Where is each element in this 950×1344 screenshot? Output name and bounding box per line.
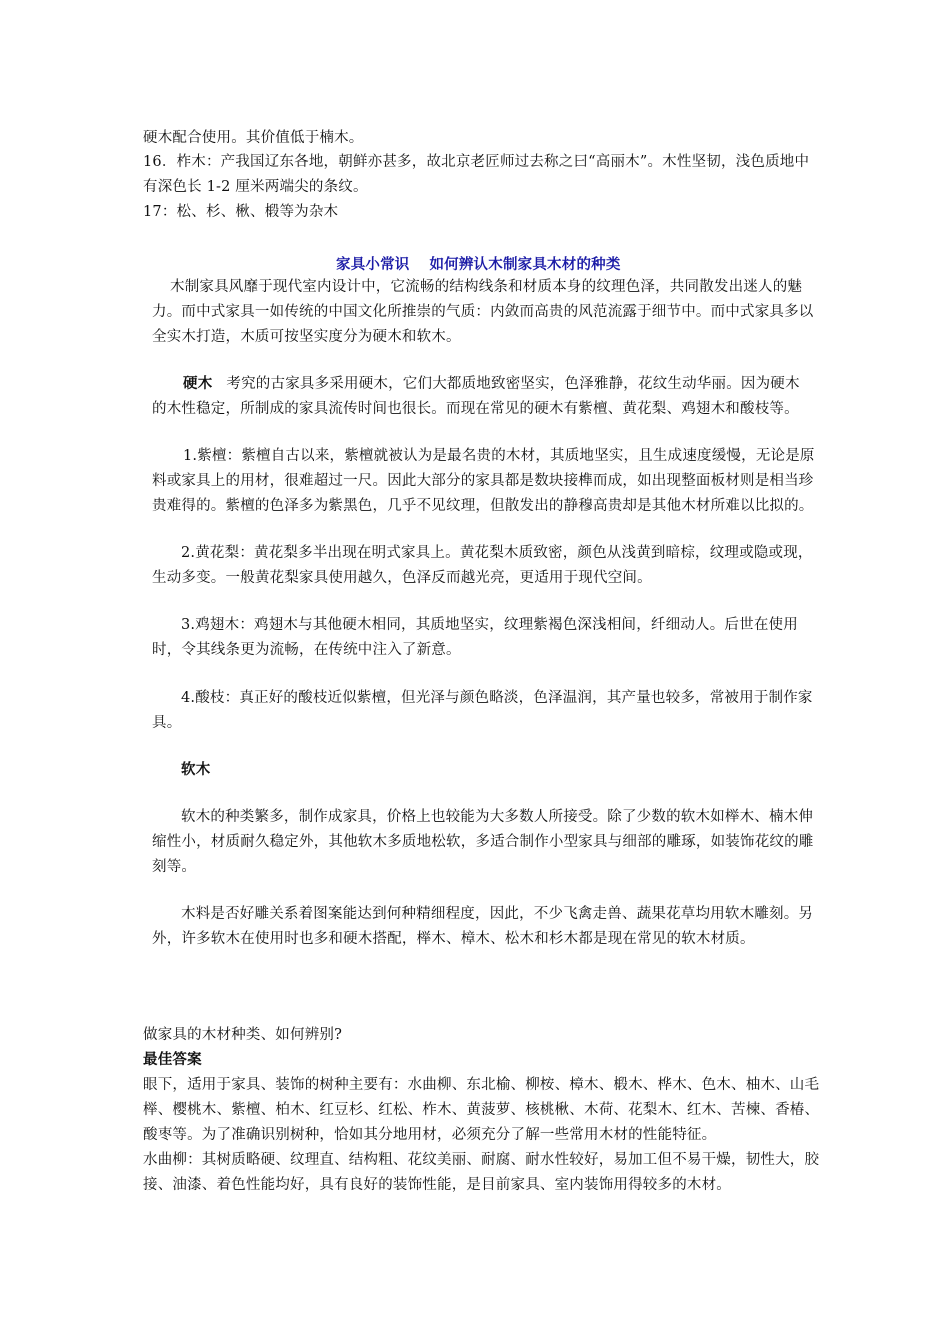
hardwood-heading: 硬木 [183,376,213,392]
zitan-line: 贵难得的。紫檀的色泽多为紫黑色，几乎不见纹理，但散发出的静穆高贵却是其他木材所难以比拟的。 [152,498,814,514]
hardwood-text: 考究的古家具多采用硬木，它们大都质地致密坚实，色泽雅静，花纹生动华丽。因为硬木 [226,376,800,392]
answer-line: 酸枣等。为了准确识别树种，恰如其分地用材，必须充分了解一些常用木材的性能特征。 [143,1127,717,1143]
best-answer-label: 最佳答案 [143,1052,202,1068]
softwood-heading: 软木 [181,762,211,778]
text-line: 硬木配合使用。其价值低于楠木。 [143,130,364,146]
hardwood-line: 的木性稳定，所制成的家具流传时间也很长。而现在常见的硬木有紫檀、黄花梨、鸡翅木和酸枝等。 [152,401,799,417]
suanzhi-line: 4.酸枝：真正好的酸枝近似紫檀，但光泽与颜色略淡，色泽温润，其产量也较多，常被用于制作家 [181,690,813,706]
carving-line: 木料是否好雕关系着图案能达到何种精细程度，因此，不少飞禽走兽、蔬果花草均用软木雕刻。另 [181,906,814,922]
softwood-line: 刻等。 [152,859,197,875]
intro-line: 力。而中式家具一如传统的中国文化所推崇的气质：内敛而高贵的风范流露于细节中。而中式家具多以 [152,304,814,320]
text-line: 17：松、杉、楸、椴等为杂木 [143,204,339,220]
text-line: 16．柞木：产我国辽东各地，朝鲜亦甚多，故北京老匠师过去称之曰“高丽木”。木性坚韧，浅色质地中 [143,154,810,170]
answer-line: 眼下，适用于家具、装饰的树种主要有：水曲柳、东北榆、柳桉、樟木、椴木、桦木、色木、柚木、山毛 [143,1077,820,1093]
answer-line: 接、油漆、着色性能均好，具有良好的装饰性能，是目前家具、室内装饰用得较多的木材。 [143,1177,731,1193]
qa-question: 做家具的木材种类、如何辨别? [143,1027,343,1043]
text-line: 有深色长 1-2 厘米两端尖的条纹。 [143,179,368,195]
zitan-line: 1.紫檀：紫檀自古以来，紫檀就被认为是最名贵的木材，其质地坚实，且生成速度缓慢，无论是原 [183,448,815,464]
zitan-line: 料或家具上的用材，很难超过一尺。因此大部分的家具都是数块接榫而成，如出现整面板材则是相当珍 [152,473,814,489]
huanghuali-line: 2.黄花梨：黄花梨多半出现在明式家具上。黄花梨木质致密，颜色从浅黄到暗棕，纹理或隐或现， [181,545,813,561]
carving-line: 外，许多软木在使用时也多和硬木搭配，榉木、樟木、松木和杉木都是现在常见的软木材质。 [152,931,755,947]
article-title: 家具小常识 如何辨认木制家具木材的种类 [336,257,621,273]
answer-line: 水曲柳：其树质略硬、纹理直、结构粗、花纹美丽、耐腐、耐水性较好，易加工但不易干燥，韧性大，胶 [143,1152,820,1168]
softwood-line: 缩性小，材质耐久稳定外，其他软木多质地松软，多适合制作小型家具与细部的雕琢，如装饰花纹的雕 [152,834,814,850]
huanghuali-line: 生动多变。一般黄花梨家具使用越久，色泽反而越光亮，更适用于现代空间。 [152,570,652,586]
jichimu-line: 3.鸡翅木：鸡翅木与其他硬木相同，其质地坚实，纹理紫褐色深浅相间，纤细动人。后世在使用 [181,617,798,633]
softwood-line: 软木的种类繁多，制作成家具，价格上也较能为大多数人所接受。除了少数的软木如榉木、楠木伸 [181,809,814,825]
intro-line: 木制家具风靡于现代室内设计中，它流畅的结构线条和材质本身的纹理色泽，共同散发出迷人的魅 [170,279,803,295]
answer-line: 榉、樱桃木、紫檀、柏木、红豆杉、红松、柞木、黄菠萝、核桃楸、木荷、花梨木、红木、苦楝、香椿、 [143,1102,820,1118]
hardwood-paragraph-first-line [183,374,800,394]
suanzhi-line: 具。 [152,715,182,731]
jichimu-line: 时，令其线条更为流畅，在传统中注入了新意。 [152,642,461,658]
intro-line: 全实木打造，木质可按坚实度分为硬木和软木。 [152,329,461,345]
